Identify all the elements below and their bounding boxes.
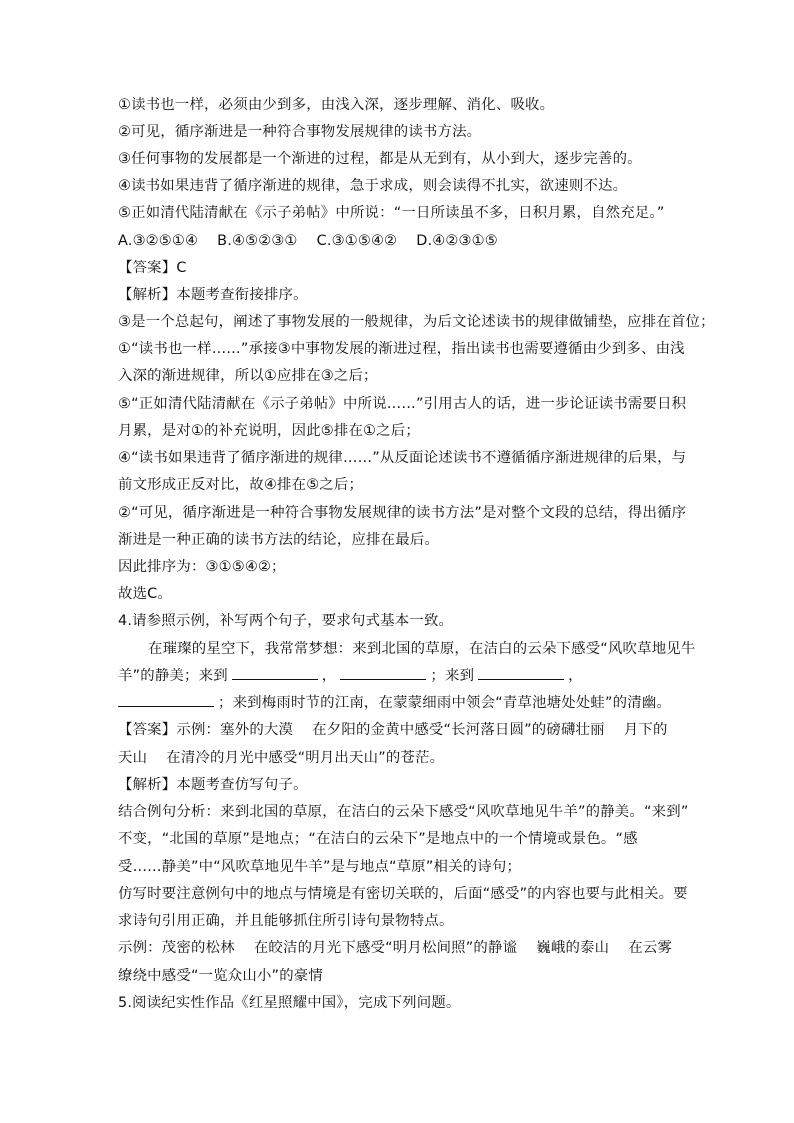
q4-prompt-text: ；来到 bbox=[430, 668, 475, 684]
option-5: ⑤正如清代陆清献在《示子弟帖》中所说：“一日所读虽不多，日积月累，自然充足。” bbox=[118, 205, 665, 221]
option-3: ③任何事物的发展都是一个渐进的过程，都是从无到有，从小到大，逐步完善的。 bbox=[118, 151, 642, 167]
q3-analysis-line: ①“读书也一样……”承接③中事物发展的渐进过程，指出读书也需要遵循由少到多、由浅 bbox=[118, 341, 685, 357]
q3-analysis-line: ②“可见，循序渐进是一种符合事物发展规律的读书方法”是对整个文段的总结，得出循序 bbox=[118, 505, 687, 521]
q4-title: 4.请参照示例，补写两个句子，要求句式基本一致。 bbox=[118, 613, 454, 629]
fill-blank[interactable] bbox=[232, 678, 318, 680]
multiple-choice-options: A.③②⑤①④ B.④⑤②③① C.③①⑤④② D.④②③①⑤ bbox=[118, 233, 498, 249]
q4-analysis-line: 求诗句引用正确，并且能够抓住所引诗句景物特点。 bbox=[118, 913, 454, 929]
q4-prompt-line bbox=[118, 693, 678, 713]
q3-analysis-line: ⑤“正如清代陆清献在《示子弟帖》中所说……”引用古人的话，进一步论证读书需要日积 bbox=[118, 396, 687, 412]
q3-analysis-line: ③是一个总起句，阐述了事物发展的一般规律，为后文论述读书的规律做铺垫，应排在首位； bbox=[118, 314, 715, 330]
q4-prompt-text: ；来到梅雨时节的江南，在蒙蒙细雨中领会“青草池塘处处蛙”的清幽。 bbox=[218, 695, 672, 711]
q4-analysis-line: 不变，“北国的草原”是地点；“在洁白的云朵下”是地点中的一个情境或景色。“感 bbox=[118, 831, 638, 847]
q4-answer-line: 天山 在清冷的月光中感受“明月出天山”的苍茫。 bbox=[118, 750, 445, 766]
q4-prompt-text: 羊”的静美；来到 bbox=[118, 668, 228, 684]
q3-analysis-line: 故选C。 bbox=[118, 586, 173, 602]
q3-analysis-title: 【解析】本题考查衔接排序。 bbox=[118, 287, 308, 303]
q4-analysis-line: 示例：茂密的松林 在皎洁的月光下感受“明月松间照”的静谧 巍峨的泰山 在云雾 bbox=[118, 940, 673, 956]
q3-analysis-line: 渐进是一种正确的读书方法的结论，应排在最后。 bbox=[118, 532, 439, 548]
q4-analysis-line: 缭绕中感受“一览众山小”的豪情 bbox=[118, 968, 323, 984]
q3-analysis-line: 入深的渐进规律，所以①应排在③之后； bbox=[118, 368, 378, 384]
fill-blank[interactable] bbox=[340, 678, 426, 680]
q4-analysis-line: 仿写时要注意例句中的地点与情境是有密切关联的，后面“感受”的内容也要与此相关。要 bbox=[118, 886, 688, 902]
option-4: ④读书如果违背了循序渐进的规律，急于求成，则会读得不扎实，欲速则不达。 bbox=[118, 178, 628, 194]
q3-analysis-line: 前文形成正反对比，故④排在⑤之后； bbox=[118, 477, 364, 493]
option-1: ①读书也一样，必须由少到多，由浅入深，逐步理解、消化、吸收。 bbox=[118, 97, 555, 113]
q3-analysis-line: ④“读书如果违背了循序渐进的规律……”从反面论述读书不遵循循序渐进规律的后果，与 bbox=[118, 450, 687, 466]
q4-analysis-title: 【解析】本题考查仿写句子。 bbox=[118, 777, 308, 793]
q3-analysis-line: 因此排序为：③①⑤④②； bbox=[118, 559, 286, 575]
fill-blank[interactable] bbox=[118, 705, 214, 707]
q3-analysis-line: 月累，是对①的补充说明，因此⑤排在①之后； bbox=[118, 423, 420, 439]
option-2: ②可见，循序渐进是一种符合事物发展规律的读书方法。 bbox=[118, 124, 482, 140]
q4-analysis-line: 受……静美”中“风吹草地见牛羊”是与地点“草原”相关的诗句； bbox=[118, 859, 522, 875]
q5-title: 5.阅读纪实性作品《红星照耀中国》，完成下列问题。 bbox=[118, 995, 461, 1011]
q4-prompt-line: 在璀璨的星空下，我常常梦想：来到北国的草原，在洁白的云朵下感受“风吹草地见牛 bbox=[148, 641, 696, 657]
q4-answer-line: 【答案】示例：塞外的大漠 在夕阳的金黄中感受“长河落日圆”的磅礴壮丽 月下的 bbox=[118, 722, 668, 738]
fill-blank[interactable] bbox=[478, 678, 564, 680]
q4-analysis-line: 结合例句分析：来到北国的草原，在洁白的云朵下感受“风吹草地见牛羊”的静美。“来到” bbox=[118, 804, 689, 820]
q4-prompt-line bbox=[118, 666, 678, 686]
q4-prompt-text: ， bbox=[321, 668, 337, 684]
q4-prompt-text: ， bbox=[568, 668, 583, 684]
q3-answer: 【答案】C bbox=[118, 260, 187, 276]
